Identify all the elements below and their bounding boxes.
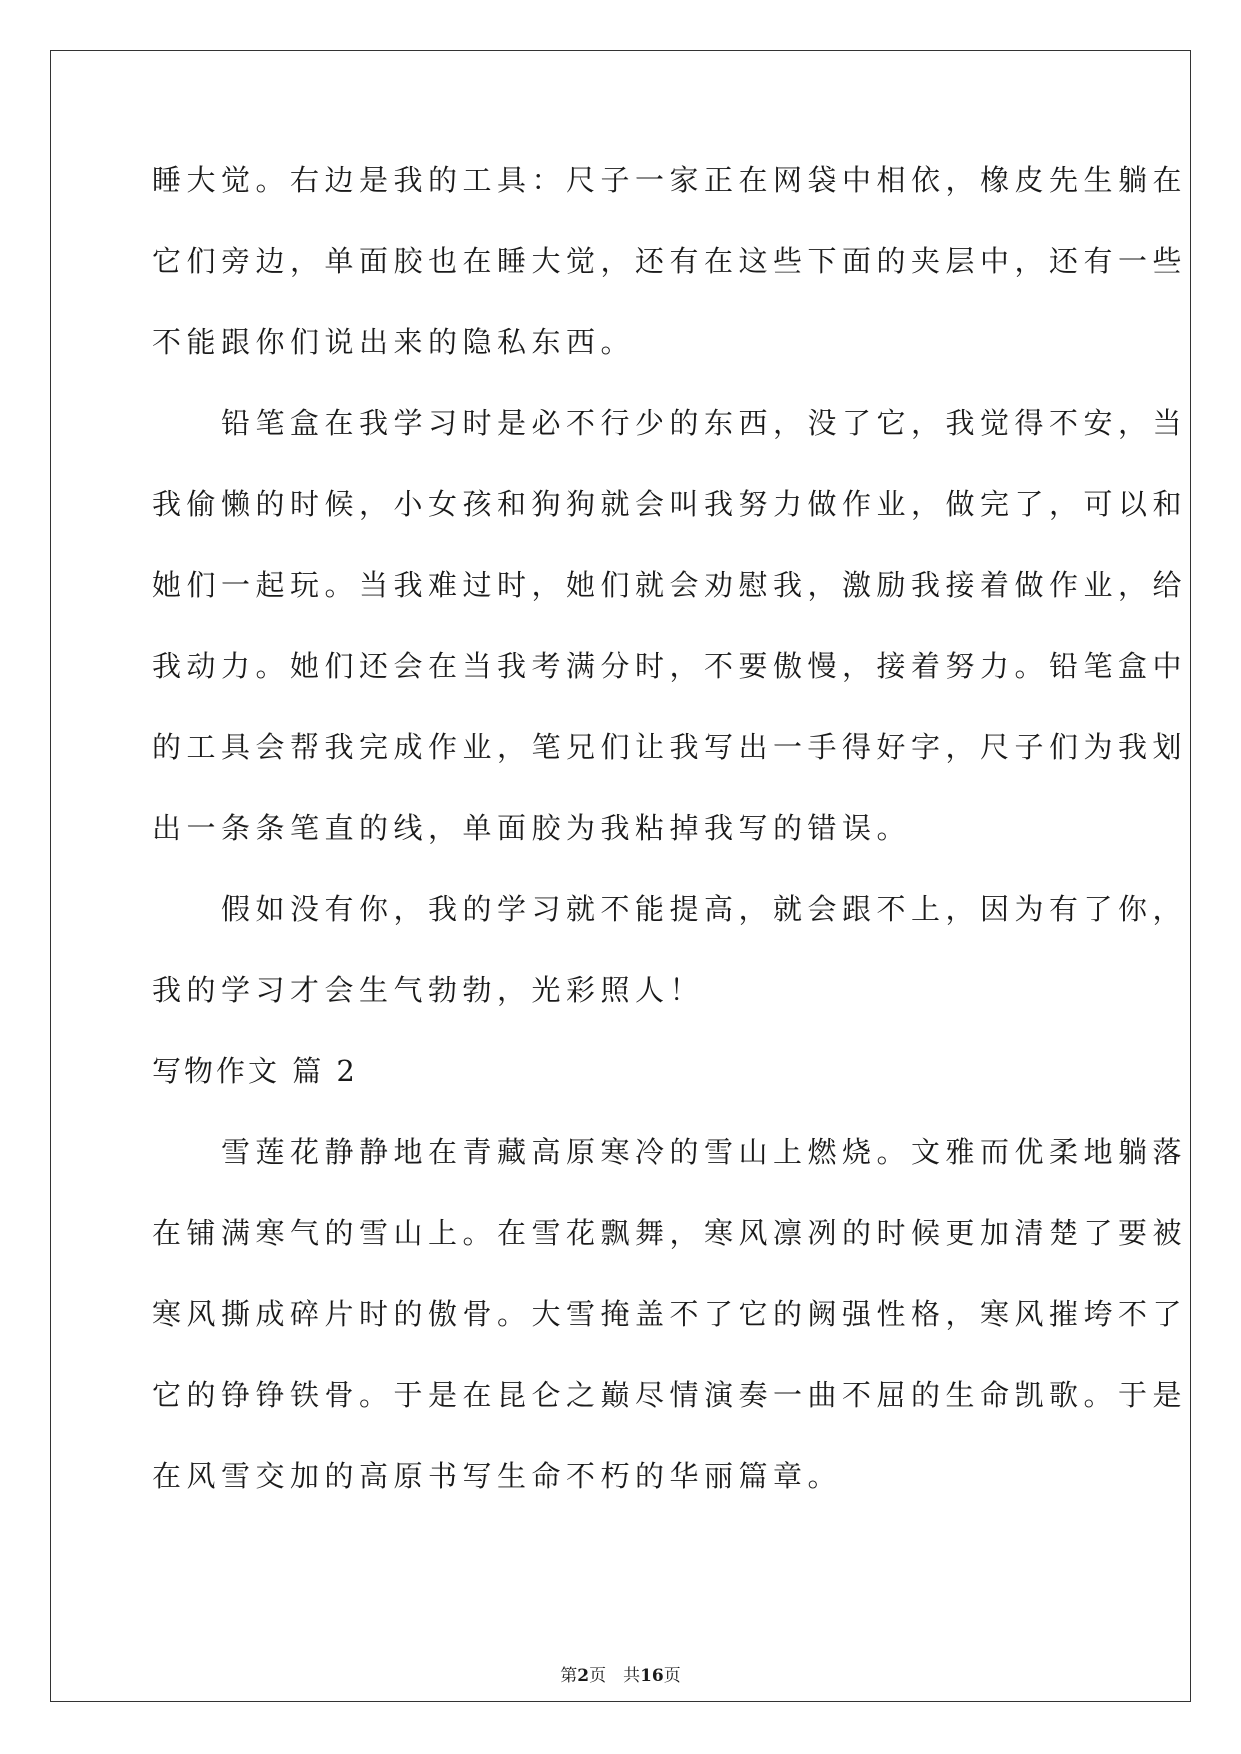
text-line: 我动力。她们还会在当我考满分时，不要傲慢，接着努力。铅笔盒中	[152, 649, 1188, 683]
text-line: 睡大觉。右边是我的工具：尺子一家正在网袋中相依，橡皮先生躺在	[152, 163, 1188, 197]
text-line: 出一条条笔直的线，单面胶为我粘掉我写的错误。	[152, 811, 912, 845]
text-line: 寒风撕成碎片时的傲骨。大雪掩盖不了它的阙强性格，寒风摧垮不了	[152, 1297, 1188, 1331]
text-line: 在风雪交加的高原书写生命不朽的华丽篇章。	[152, 1459, 843, 1493]
document-body	[152, 160, 1188, 1537]
text-line: 它们旁边，单面胶也在睡大觉，还有在这些下面的夹层中，还有一些	[152, 244, 1188, 278]
footer-total-suffix: 页	[663, 1666, 681, 1686]
text-line: 在铺满寒气的雪山上。在雪花飘舞，寒风凛冽的时候更加清楚了要被	[152, 1216, 1188, 1250]
footer-page-suffix: 页 共	[589, 1666, 641, 1686]
footer-page-number: 2	[577, 1666, 590, 1686]
text-line: 铅笔盒在我学习时是必不行少的东西，没了它，我觉得不安，当	[152, 406, 1188, 440]
page-footer	[0, 1665, 1241, 1687]
text-line: 她们一起玩。当我难过时，她们就会劝慰我，激励我接着做作业，给	[152, 568, 1188, 602]
section-heading: 写物作文 篇 2	[152, 1054, 358, 1088]
text-line: 不能跟你们说出来的隐私东西。	[152, 325, 636, 359]
text-line: 我的学习才会生气勃勃，光彩照人！	[152, 973, 705, 1007]
text-line: 的工具会帮我完成作业，笔兄们让我写出一手得好字，尺子们为我划	[152, 730, 1188, 764]
footer-total-pages: 16	[640, 1666, 664, 1686]
text-line: 它的铮铮铁骨。于是在昆仑之巅尽情演奏一曲不屈的生命凯歌。于是	[152, 1378, 1188, 1412]
footer-prefix: 第	[560, 1666, 578, 1686]
text-line: 雪莲花静静地在青藏高原寒冷的雪山上燃烧。文雅而优柔地躺落	[152, 1135, 1188, 1169]
text-line: 我偷懒的时候，小女孩和狗狗就会叫我努力做作业，做完了，可以和	[152, 487, 1188, 521]
text-line: 假如没有你，我的学习就不能提高，就会跟不上，因为有了你，	[152, 892, 1188, 926]
